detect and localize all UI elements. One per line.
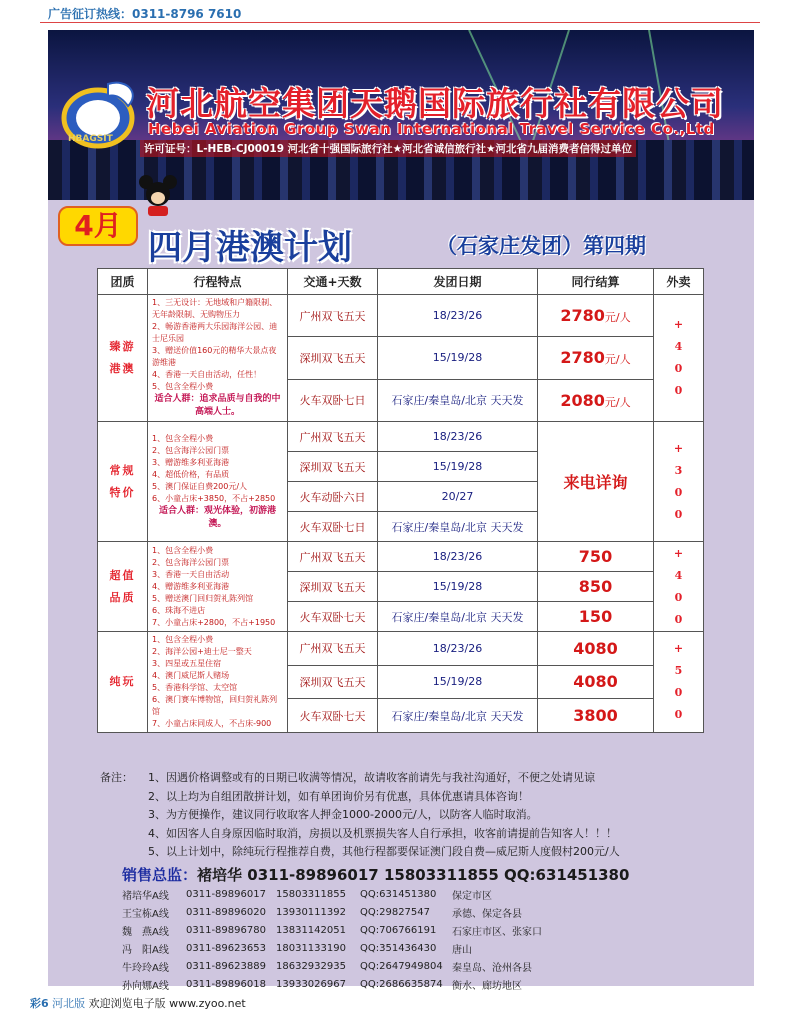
price-unit: 元/人 [604, 353, 631, 367]
features-cell [148, 422, 288, 542]
contact-qq: QQ:2647949804 [360, 960, 443, 972]
top-divider [40, 22, 760, 23]
company-name-en: Hebei Aviation Group Swan International Travel Service Co.,Ltd [148, 120, 715, 138]
transport-cell: 火车双卧七日 [288, 512, 378, 542]
sales-director [122, 864, 629, 885]
contact-row [122, 975, 572, 993]
feature-item: 3、赠送价值160元的精华大景点夜游维港 [152, 346, 277, 367]
note-item: 1、因遇价格调整或有的日期已收满等情况，故请收客前请先与我社沟通好，不便之处请见谅 [148, 771, 595, 784]
plan-title: 四月港澳计划 [148, 228, 352, 268]
table-row [98, 295, 704, 337]
date-cell: 15/19/28 [378, 572, 538, 602]
price-value: 2080 [560, 390, 605, 410]
contact-mobile: 18031133190 [276, 942, 346, 954]
transport-cell: 火车双卧七日 [288, 379, 378, 421]
contact-mobile: 18632932935 [276, 960, 346, 972]
feature-item: 2、包含海洋公园门票 [152, 557, 230, 567]
date-cell: 20/27 [378, 482, 538, 512]
price-cell [538, 379, 654, 421]
price-value: 750 [578, 547, 613, 566]
feature-item: 5、澳门保证自费200元/人 [152, 481, 248, 491]
price-cell [538, 699, 654, 733]
page-number: 彩6 [30, 997, 49, 1010]
price-value: 850 [578, 577, 613, 596]
surcharge-cell [654, 632, 704, 733]
col-header: 行程特点 [148, 269, 288, 295]
transport-cell: 广州双飞五天 [288, 295, 378, 337]
price-value: 3800 [573, 706, 618, 726]
feature-item: 7、小童占床+2800，不占+1950 [152, 617, 276, 627]
feature-item: 6、珠海不进店 [152, 605, 206, 615]
contacts-table [122, 885, 572, 993]
price-cell [538, 295, 654, 337]
category-cell: 臻游港澳 [98, 295, 148, 422]
feature-item: 5、包含全程小费 [152, 382, 214, 391]
category-cell: 纯玩 [98, 632, 148, 733]
feature-item: 1、包含全程小费 [152, 635, 214, 644]
transport-cell: 火车双卧七天 [288, 699, 378, 733]
flyer-page [48, 30, 754, 992]
table-row [98, 422, 704, 452]
contact-mobile: 13933026967 [276, 978, 346, 990]
contact-area: 衡水、廊坊地区 [452, 980, 522, 992]
contact-tel: 0311-89896780 [186, 924, 266, 936]
contact-row [122, 903, 572, 921]
contact-area: 保定市区 [452, 890, 492, 902]
date-cell: 15/19/28 [378, 665, 538, 699]
surcharge-value: +400 [673, 546, 684, 626]
contact-tel: 0311-89896017 [186, 888, 266, 900]
price-cell [538, 632, 654, 666]
surcharge-cell [654, 422, 704, 542]
price-cell: 来电详询 [538, 422, 654, 542]
note-item: 4、如因客人自身原因临时取消，房损以及机票损失客人自行承担，收客前请提前告知客人！！！ [148, 826, 617, 840]
contact-tel: 0311-89623889 [186, 960, 266, 972]
feature-item: 1、三无设计：无地域和户籍限制、无年龄限制、无购物压力 [152, 298, 278, 319]
price-unit: 元/人 [604, 311, 631, 325]
feature-item: 6、小童占床+3850，不占+2850 [152, 493, 276, 503]
contact-mobile: 13831142051 [276, 924, 346, 936]
contact-row [122, 885, 572, 903]
category-cell: 常规特价 [98, 422, 148, 542]
feature-item: 4、超低价格，有品质 [152, 469, 230, 479]
feature-item: 2、包含海洋公园门票 [152, 445, 230, 455]
surcharge-cell [654, 295, 704, 422]
surcharge-value: +500 [673, 642, 684, 721]
date-cell: 18/23/26 [378, 422, 538, 452]
note-item: 3、为方便操作，建议同行收取客人押金1000-2000元/人，以防客人临时取消。 [148, 808, 538, 821]
feature-item: 3、香港一天自由活动 [152, 569, 230, 579]
contact-area: 石家庄市区、张家口 [452, 926, 542, 938]
contact-qq: QQ:351436430 [360, 942, 437, 954]
page-footer [30, 995, 246, 1011]
contact-name: 褚培华A线 [122, 890, 169, 902]
transport-cell: 广州双飞五天 [288, 632, 378, 666]
col-header: 外卖 [654, 269, 704, 295]
transport-cell: 深圳双飞五天 [288, 452, 378, 482]
date-cell: 15/19/28 [378, 452, 538, 482]
date-cell: 石家庄/秦皇岛/北京 天天发 [378, 379, 538, 421]
ad-hotline: 广告征订热线：0311-8796 7610 [48, 7, 242, 21]
surcharge-value: +400 [673, 318, 684, 397]
price-unit: 元/人 [604, 395, 631, 409]
sales-name: 褚培华 [197, 866, 243, 884]
feature-item: 4、澳门威尼斯人赌场 [152, 671, 230, 680]
col-header: 同行结算 [538, 269, 654, 295]
target-audience: 适合人群：观光体验，初游港澳。 [158, 505, 276, 529]
date-cell: 18/23/26 [378, 295, 538, 337]
contact-mobile: 15803311855 [276, 888, 346, 900]
sales-phones: 0311-89896017 15803311855 [247, 866, 499, 884]
contact-tel: 0311-89896020 [186, 906, 266, 918]
transport-cell: 深圳双飞五天 [288, 665, 378, 699]
contact-tel: 0311-89623653 [186, 942, 266, 954]
edition-label: 河北版 [52, 997, 86, 1010]
note-item: 2、以上均为自组团散拼计划，如有单团询价另有优惠，具体优惠请具体咨询！ [148, 789, 529, 803]
transport-cell: 火车双卧七天 [288, 602, 378, 632]
feature-item: 3、四星或五星住宿 [152, 659, 222, 668]
transport-cell: 广州双飞五天 [288, 422, 378, 452]
feature-item: 3、赠游维多利亚海港 [152, 457, 230, 467]
note-item: 5、以上计划中，除纯玩行程推荐自费，其他行程都要保证澳门段自费—威尼斯人度假村200元/人 [148, 845, 620, 858]
month-badge: 4月 [58, 206, 138, 246]
features-cell [148, 542, 288, 632]
date-cell: 18/23/26 [378, 632, 538, 666]
contact-mobile: 13930111392 [276, 906, 346, 918]
feature-item: 2、畅游香港两大乐园海洋公园、迪士尼乐园 [152, 322, 278, 343]
mickey-mascot-icon [134, 174, 182, 218]
table-row [98, 632, 704, 666]
notes-label: 备注： [100, 771, 133, 784]
surcharge-cell [654, 542, 704, 632]
feature-item: 5、香港科学馆、太空馆 [152, 683, 238, 692]
transport-cell: 深圳双飞五天 [288, 337, 378, 379]
feature-item: 6、澳门赛车博物馆，回归贺礼陈列馆 [152, 695, 278, 716]
contact-qq: QQ:2686635874 [360, 978, 443, 990]
logo-text: HBAGSIT [68, 134, 113, 144]
col-header: 发团日期 [378, 269, 538, 295]
price-cell [538, 572, 654, 602]
col-header: 交通+天数 [288, 269, 378, 295]
company-name: 河北航空集团天鹅国际旅行社有限公司 [146, 84, 724, 123]
date-cell: 石家庄/秦皇岛/北京 天天发 [378, 699, 538, 733]
notes-list [148, 769, 620, 862]
features-cell [148, 632, 288, 733]
date-cell: 18/23/26 [378, 542, 538, 572]
feature-item: 2、海洋公园+迪士尼一整天 [152, 647, 252, 656]
table-header-row [98, 269, 704, 295]
features-cell [148, 295, 288, 422]
itinerary-table [97, 268, 704, 733]
col-header: 团质 [98, 269, 148, 295]
transport-cell: 广州双飞五天 [288, 542, 378, 572]
plan-subtitle: （石家庄发团）第四期 [436, 234, 646, 258]
price-cell [538, 542, 654, 572]
contact-qq: QQ:631451380 [360, 888, 437, 900]
contact-area: 秦皇岛、沧州各县 [452, 962, 532, 974]
contact-qq: QQ:706766191 [360, 924, 437, 936]
price-value: 150 [578, 607, 613, 626]
category-cell: 超值品质 [98, 542, 148, 632]
feature-item: 1、包含全程小费 [152, 433, 214, 443]
feature-item: 7、小童占床同成人，不占床-900 [152, 719, 272, 728]
sales-label: 销售总监： [122, 866, 198, 884]
contact-name: 牛玲玲A线 [122, 962, 169, 974]
contact-row [122, 957, 572, 975]
contact-area: 唐山 [452, 944, 472, 956]
surcharge-value: +300 [673, 441, 684, 521]
date-cell: 石家庄/秦皇岛/北京 天天发 [378, 602, 538, 632]
contact-row [122, 939, 572, 957]
table-row [98, 542, 704, 572]
website-link[interactable]: 欢迎浏览电子版 www.zyoo.net [88, 997, 246, 1010]
price-value: 4080 [573, 672, 618, 692]
date-cell: 石家庄/秦皇岛/北京 天天发 [378, 512, 538, 542]
contact-qq: QQ:29827547 [360, 906, 431, 918]
feature-item: 5、赠送澳门回归贺礼陈列馆 [152, 593, 254, 603]
license-line: 许可证号：L-HEB-CJ00019 河北省十强国际旅行社★河北省诚信旅行社★河北省九届消费者信得过单位 [140, 140, 636, 157]
feature-item: 4、香港一天自由活动，任性！ [152, 370, 262, 379]
price-value: 2780 [560, 348, 605, 368]
date-cell: 15/19/28 [378, 337, 538, 379]
price-value: 2780 [560, 306, 605, 326]
feature-item: 1、包含全程小费 [152, 545, 214, 555]
contact-tel: 0311-89896018 [186, 978, 266, 990]
target-audience: 适合人群：追求品质与自我的中高端人士。 [154, 394, 281, 417]
price-value: 4080 [573, 638, 618, 658]
contact-name: 孙向娜A线 [122, 980, 169, 992]
price-cell [538, 602, 654, 632]
contact-row [122, 921, 572, 939]
contact-name: 王宝栋A线 [122, 908, 169, 920]
contact-name: 冯 阳A线 [122, 944, 169, 956]
price-cell [538, 337, 654, 379]
price-cell [538, 665, 654, 699]
transport-cell: 火车动卧六日 [288, 482, 378, 512]
contact-area: 承德、保定各县 [452, 908, 522, 920]
transport-cell: 深圳双飞五天 [288, 572, 378, 602]
feature-item: 4、赠游维多利亚海港 [152, 581, 230, 591]
contact-name: 魏 燕A线 [122, 926, 169, 938]
sales-qq: QQ:631451380 [504, 866, 630, 884]
